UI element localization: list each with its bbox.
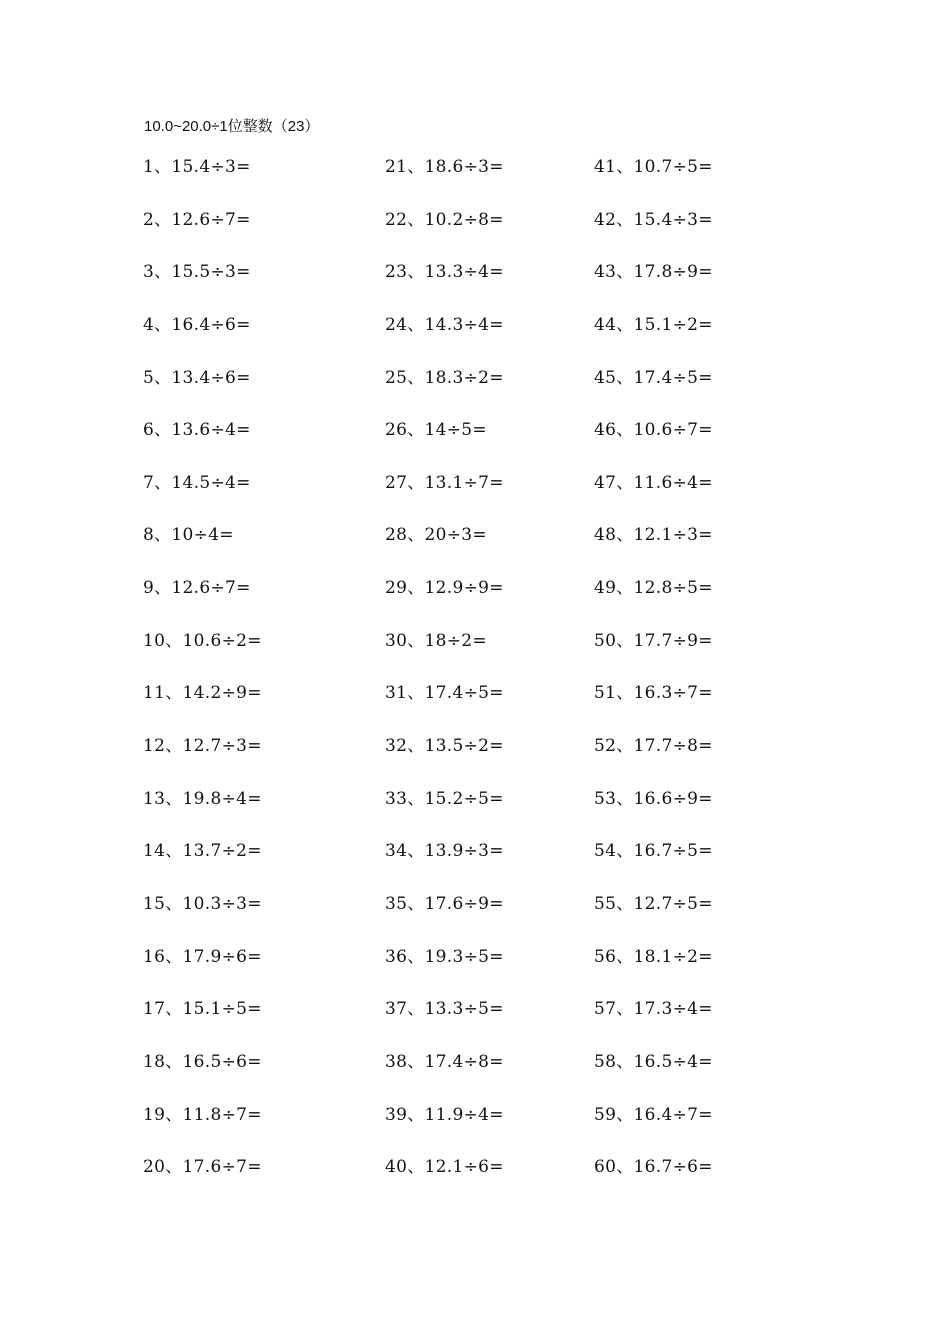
problem-item: 19、11.8÷7= [143, 1104, 262, 1125]
problem-item: 16、17.9÷6= [143, 946, 262, 967]
problem-item: 52、17.7÷8= [594, 736, 713, 757]
problem-item: 15、10.3÷3= [143, 893, 262, 914]
problem-item: 14、13.7÷2= [143, 841, 262, 862]
problem-item: 44、15.1÷2= [594, 314, 713, 335]
problem-item: 22、10.2÷8= [385, 209, 504, 230]
problem-item: 46、10.6÷7= [594, 420, 713, 441]
problem-item: 39、11.9÷4= [385, 1104, 504, 1125]
problem-item: 42、15.4÷3= [594, 209, 713, 230]
problem-item: 23、13.3÷4= [385, 262, 504, 283]
problem-item: 12、12.7÷3= [143, 736, 262, 757]
problem-item: 32、13.5÷2= [385, 736, 504, 757]
problem-item: 37、13.3÷5= [385, 999, 504, 1020]
problem-item: 50、17.7÷9= [594, 630, 713, 651]
problem-item: 20、17.6÷7= [143, 1157, 262, 1178]
problem-item: 18、16.5÷6= [143, 1051, 262, 1072]
problem-item: 55、12.7÷5= [594, 893, 713, 914]
problem-item: 8、10÷4= [143, 525, 234, 546]
problem-item: 34、13.9÷3= [385, 841, 504, 862]
problem-item: 58、16.5÷4= [594, 1051, 713, 1072]
problem-item: 9、12.6÷7= [143, 578, 251, 599]
problem-item: 24、14.3÷4= [385, 314, 504, 335]
problem-item: 38、17.4÷8= [385, 1051, 504, 1072]
problem-item: 28、20÷3= [385, 525, 487, 546]
problem-item: 27、13.1÷7= [385, 472, 504, 493]
problem-item: 25、18.3÷2= [385, 367, 504, 388]
problem-item: 35、17.6÷9= [385, 893, 504, 914]
problem-item: 56、18.1÷2= [594, 946, 713, 967]
problem-item: 43、17.8÷9= [594, 262, 713, 283]
problem-item: 17、15.1÷5= [143, 999, 262, 1020]
problem-item: 2、12.6÷7= [143, 209, 251, 230]
problem-item: 54、16.7÷5= [594, 841, 713, 862]
problem-item: 57、17.3÷4= [594, 999, 713, 1020]
problem-item: 31、17.4÷5= [385, 683, 504, 704]
problem-item: 47、11.6÷4= [594, 472, 713, 493]
problem-item: 5、13.4÷6= [143, 367, 251, 388]
problem-item: 45、17.4÷5= [594, 367, 713, 388]
problem-item: 7、14.5÷4= [143, 472, 251, 493]
problem-item: 40、12.1÷6= [385, 1157, 504, 1178]
problem-item: 51、16.3÷7= [594, 683, 713, 704]
problem-item: 26、14÷5= [385, 420, 487, 441]
problem-item: 3、15.5÷3= [143, 262, 251, 283]
problem-item: 21、18.6÷3= [385, 157, 504, 177]
problem-item: 4、16.4÷6= [143, 314, 251, 335]
problem-item: 30、18÷2= [385, 630, 487, 651]
problem-item: 48、12.1÷3= [594, 525, 713, 546]
problem-column-3 [594, 157, 814, 1210]
problem-item: 10、10.6÷2= [143, 630, 262, 651]
problem-item: 36、19.3÷5= [385, 946, 504, 967]
problem-item: 33、15.2÷5= [385, 788, 504, 809]
problem-column-2 [385, 157, 605, 1210]
problem-item: 29、12.9÷9= [385, 578, 504, 599]
problem-item: 41、10.7÷5= [594, 157, 713, 177]
problem-item: 6、13.6÷4= [143, 420, 251, 441]
problem-item: 49、12.8÷5= [594, 578, 713, 599]
problem-item: 1、15.4÷3= [143, 157, 251, 177]
problem-item: 13、19.8÷4= [143, 788, 262, 809]
worksheet-title: 10.0~20.0÷1位整数（23） [144, 118, 320, 135]
problem-column-1 [143, 157, 363, 1210]
problem-item: 11、14.2÷9= [143, 683, 262, 704]
problem-item: 53、16.6÷9= [594, 788, 713, 809]
problem-item: 59、16.4÷7= [594, 1104, 713, 1125]
problem-item: 60、16.7÷6= [594, 1157, 713, 1178]
